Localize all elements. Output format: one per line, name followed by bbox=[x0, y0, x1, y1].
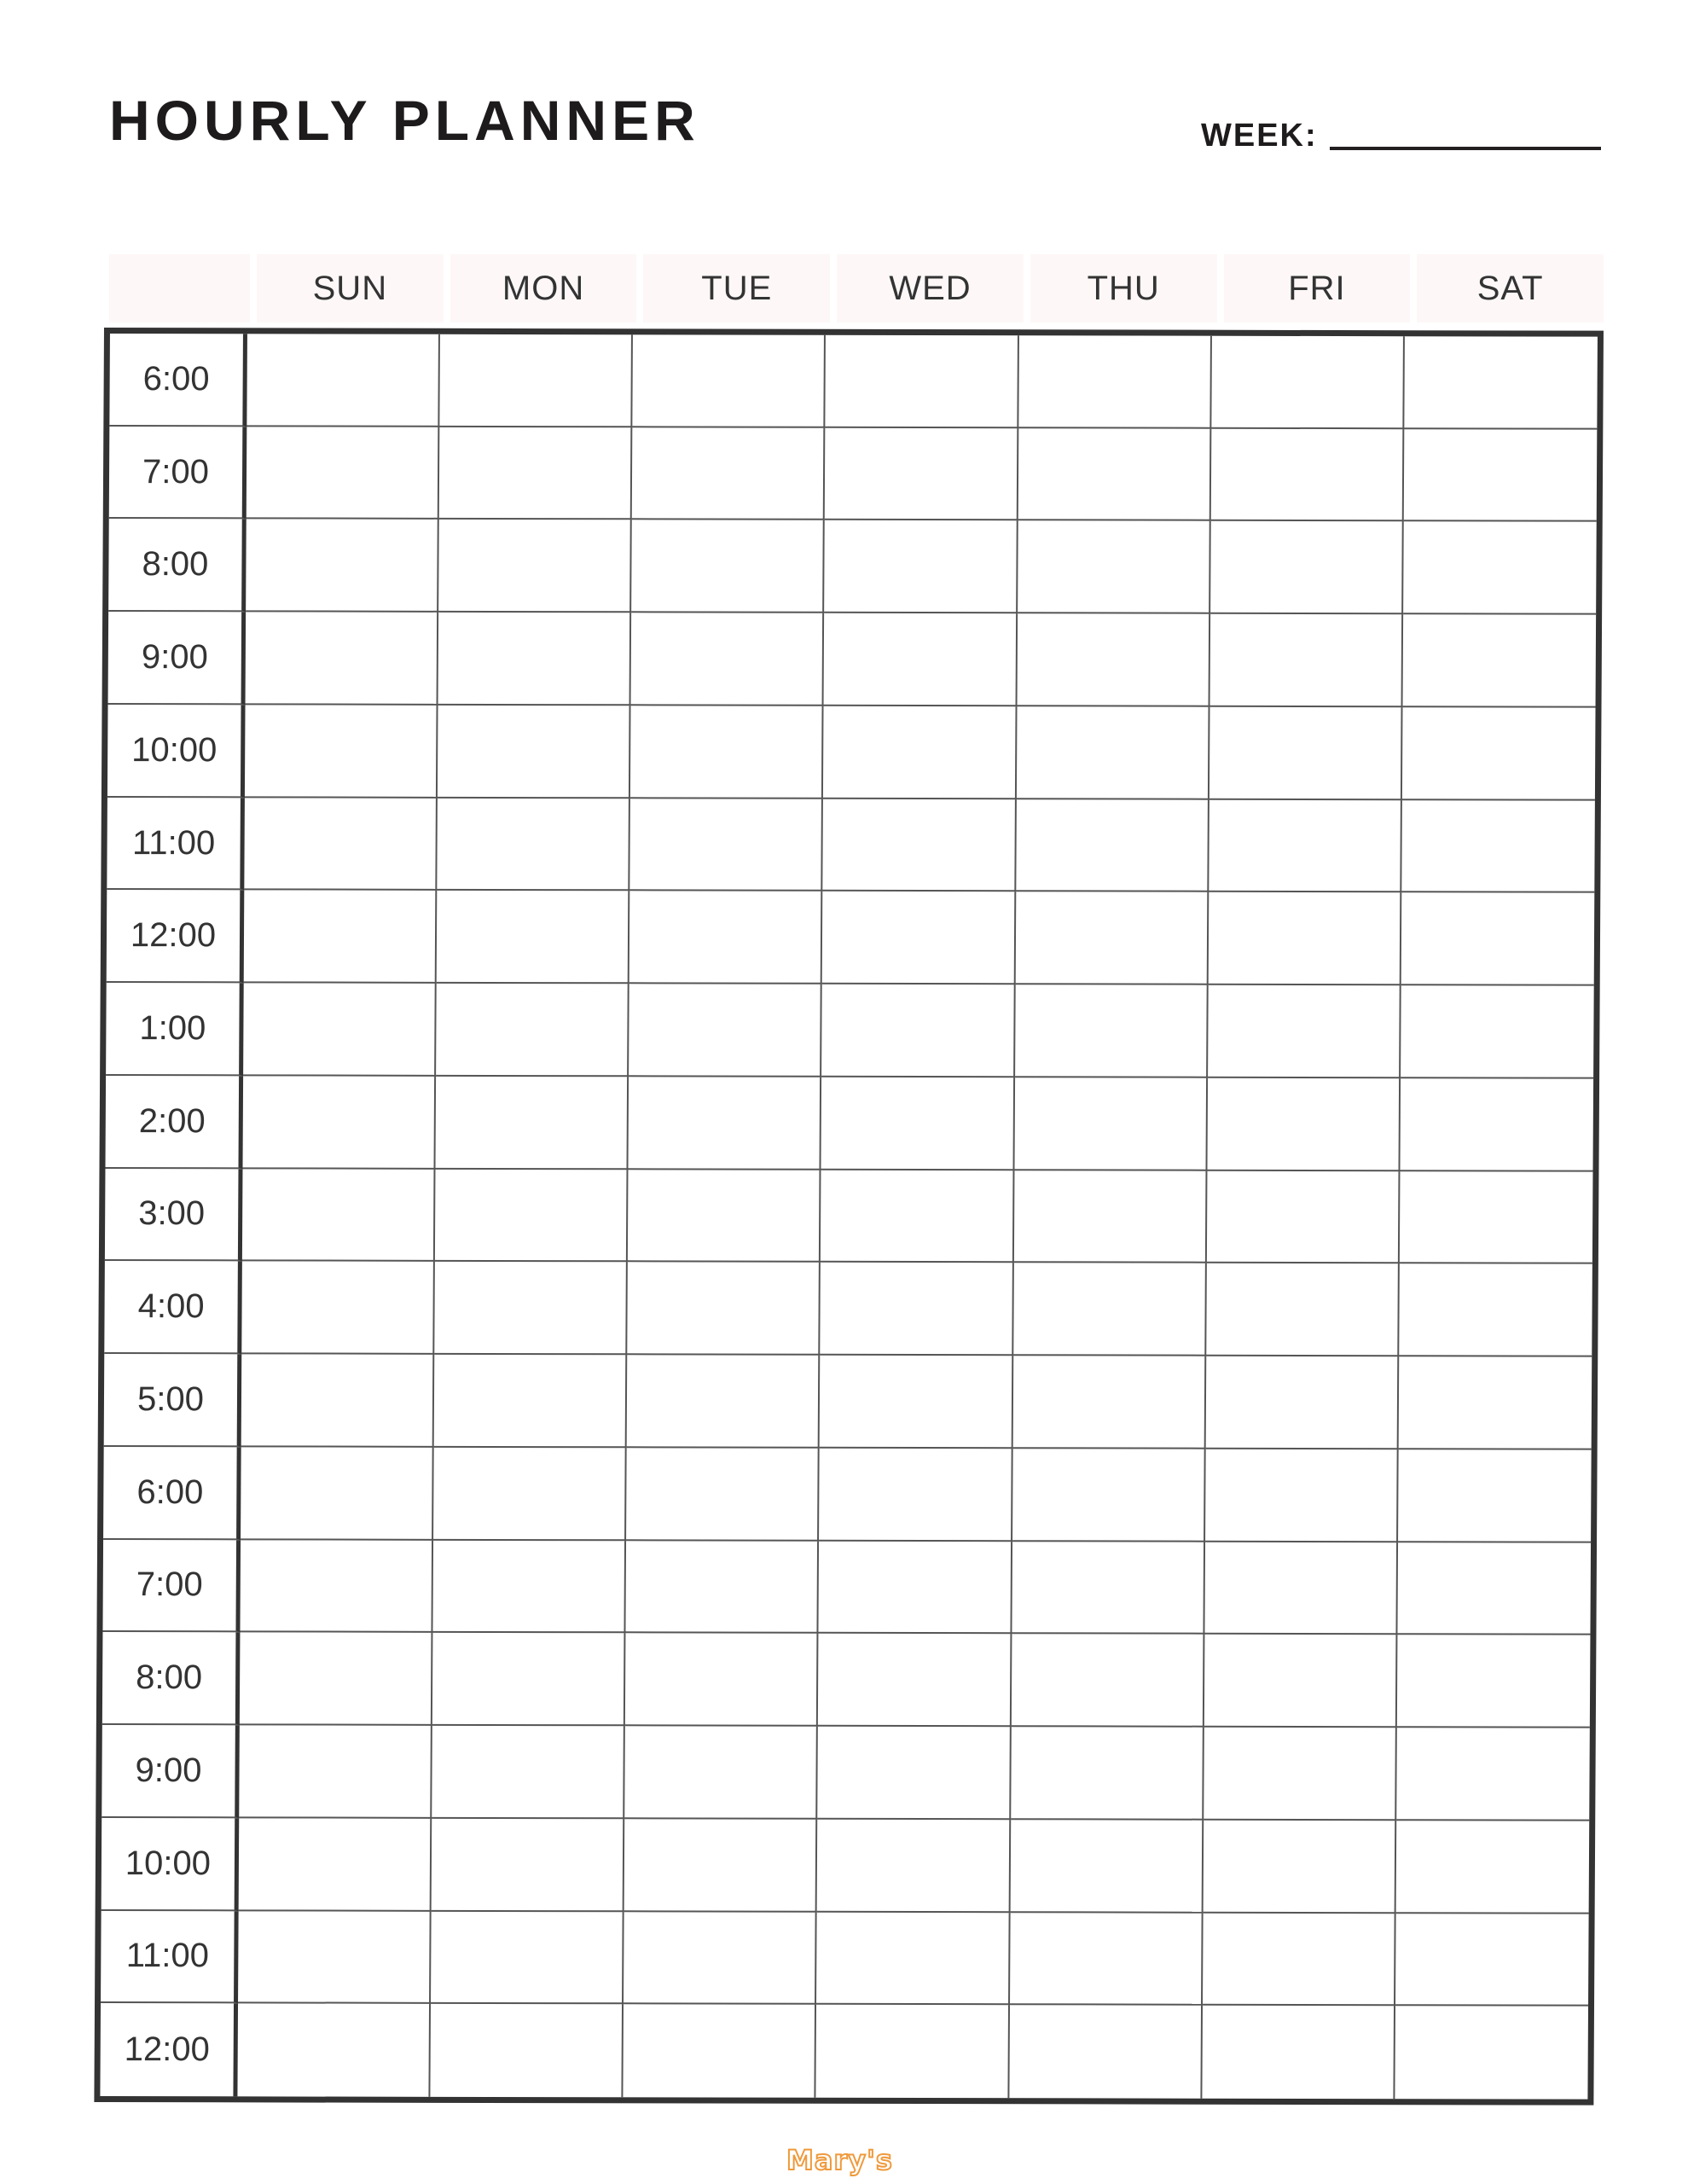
schedule-cell-sun[interactable] bbox=[238, 1911, 432, 2004]
time-label: 4:00 bbox=[104, 1261, 242, 1354]
schedule-cell-mon[interactable] bbox=[435, 1169, 629, 1262]
schedule-cell-thu[interactable] bbox=[1010, 1820, 1204, 1913]
schedule-cell-tue[interactable] bbox=[629, 1077, 822, 1170]
schedule-cell-fri[interactable] bbox=[1211, 336, 1405, 429]
time-label: 2:00 bbox=[105, 1076, 243, 1169]
schedule-cell-sun[interactable] bbox=[239, 1818, 432, 1911]
schedule-cell-fri[interactable] bbox=[1202, 2006, 1395, 2099]
schedule-cell-sun[interactable] bbox=[243, 984, 437, 1077]
schedule-cell-wed[interactable] bbox=[819, 1449, 1012, 1542]
schedule-cell-wed[interactable] bbox=[826, 335, 1019, 428]
schedule-cell-mon[interactable] bbox=[437, 798, 630, 891]
time-label: 9:00 bbox=[108, 612, 247, 705]
schedule-cell-sat[interactable] bbox=[1401, 893, 1595, 986]
day-header-sun: SUN bbox=[257, 254, 444, 322]
schedule-cell-wed[interactable] bbox=[819, 1541, 1012, 1634]
schedule-cell-tue[interactable] bbox=[625, 1726, 819, 1819]
schedule-cell-fri[interactable] bbox=[1205, 1449, 1399, 1542]
schedule-cell-tue[interactable] bbox=[628, 1170, 821, 1263]
brand-logo-subtext bbox=[774, 2175, 902, 2184]
schedule-cell-tue[interactable] bbox=[624, 1819, 818, 1912]
schedule-cell-sat[interactable] bbox=[1404, 336, 1598, 429]
schedule-cell-sun[interactable] bbox=[241, 1354, 435, 1447]
page-title: HOURLY PLANNER bbox=[109, 89, 700, 152]
schedule-cell-thu[interactable] bbox=[1011, 1727, 1204, 1820]
schedule-cell-sun[interactable] bbox=[246, 520, 439, 613]
schedule-cell-wed[interactable] bbox=[820, 1356, 1013, 1449]
schedule-cell-sat[interactable] bbox=[1397, 1635, 1591, 1728]
schedule-cell-wed[interactable] bbox=[816, 2005, 1010, 2098]
schedule-cell-thu[interactable] bbox=[1018, 335, 1212, 428]
schedule-cell-thu[interactable] bbox=[1013, 1170, 1207, 1263]
hourly-grid bbox=[94, 328, 1604, 2106]
schedule-cell-fri[interactable] bbox=[1206, 1263, 1400, 1356]
schedule-cell-mon[interactable] bbox=[436, 1077, 629, 1170]
schedule-cell-mon[interactable] bbox=[439, 427, 633, 520]
schedule-cell-fri[interactable] bbox=[1210, 428, 1404, 521]
time-label: 7:00 bbox=[109, 427, 247, 520]
schedule-cell-wed[interactable] bbox=[821, 1077, 1015, 1170]
schedule-cell-thu[interactable] bbox=[1017, 613, 1210, 706]
schedule-cell-mon[interactable] bbox=[437, 891, 630, 984]
schedule-cell-mon[interactable] bbox=[438, 613, 632, 706]
time-label: 1:00 bbox=[106, 983, 244, 1076]
schedule-cell-wed[interactable] bbox=[821, 1263, 1014, 1356]
schedule-cell-fri[interactable] bbox=[1205, 1356, 1399, 1449]
schedule-cell-wed[interactable] bbox=[825, 520, 1018, 613]
schedule-cell-thu[interactable] bbox=[1010, 1913, 1204, 2006]
time-label: 12:00 bbox=[107, 890, 245, 983]
schedule-cell-wed[interactable] bbox=[818, 1727, 1012, 1820]
schedule-cell-sat[interactable] bbox=[1397, 1542, 1591, 1635]
schedule-cell-sun[interactable] bbox=[237, 2004, 431, 2097]
schedule-cell-fri[interactable] bbox=[1210, 521, 1404, 614]
schedule-cell-sat[interactable] bbox=[1400, 1171, 1593, 1264]
schedule-cell-thu[interactable] bbox=[1015, 985, 1209, 1077]
schedule-cell-tue[interactable] bbox=[629, 892, 823, 985]
schedule-cell-sat[interactable] bbox=[1401, 985, 1594, 1078]
time-label: 10:00 bbox=[102, 1818, 240, 1911]
schedule-cell-fri[interactable] bbox=[1203, 1820, 1396, 1913]
time-label: 6:00 bbox=[103, 1447, 241, 1540]
schedule-cell-thu[interactable] bbox=[1012, 1542, 1205, 1635]
schedule-cell-sun[interactable] bbox=[242, 1169, 436, 1262]
schedule-cell-wed[interactable] bbox=[816, 1912, 1010, 2005]
schedule-cell-fri[interactable] bbox=[1209, 614, 1403, 707]
schedule-cell-thu[interactable] bbox=[1016, 799, 1209, 892]
schedule-cell-thu[interactable] bbox=[1018, 428, 1211, 521]
schedule-cell-tue[interactable] bbox=[627, 1355, 821, 1448]
schedule-cell-sat[interactable] bbox=[1395, 1914, 1589, 2007]
schedule-cell-mon[interactable] bbox=[432, 1633, 626, 1726]
schedule-cell-wed[interactable] bbox=[823, 799, 1017, 892]
week-field bbox=[1201, 119, 1601, 152]
week-input-line[interactable] bbox=[1330, 147, 1601, 150]
schedule-cell-sun[interactable] bbox=[242, 1076, 436, 1169]
day-header-wed: WED bbox=[837, 254, 1024, 322]
schedule-cell-thu[interactable] bbox=[1014, 1077, 1208, 1170]
week-label: WEEK: bbox=[1201, 118, 1318, 154]
schedule-cell-tue[interactable] bbox=[632, 427, 826, 520]
schedule-cell-thu[interactable] bbox=[1015, 892, 1209, 985]
schedule-cell-sat[interactable] bbox=[1402, 614, 1596, 707]
header-corner-cell bbox=[109, 254, 250, 322]
time-label: 10:00 bbox=[107, 705, 246, 798]
day-header-thu: THU bbox=[1030, 254, 1217, 322]
time-label: 5:00 bbox=[104, 1354, 242, 1447]
schedule-cell-tue[interactable] bbox=[629, 984, 822, 1077]
schedule-cell-mon[interactable] bbox=[433, 1448, 627, 1541]
day-header-sat: SAT bbox=[1417, 254, 1604, 322]
schedule-cell-mon[interactable] bbox=[432, 1819, 625, 1912]
schedule-cell-wed[interactable] bbox=[824, 613, 1018, 706]
time-label: 7:00 bbox=[102, 1540, 241, 1633]
schedule-cell-fri[interactable] bbox=[1207, 1170, 1401, 1263]
schedule-cell-sat[interactable] bbox=[1403, 522, 1597, 615]
schedule-cell-wed[interactable] bbox=[818, 1634, 1012, 1727]
schedule-cell-sun[interactable] bbox=[245, 705, 438, 798]
schedule-cell-sat[interactable] bbox=[1399, 1264, 1592, 1357]
time-label: 11:00 bbox=[101, 1911, 239, 2004]
schedule-cell-fri[interactable] bbox=[1209, 707, 1403, 800]
schedule-cell-fri[interactable] bbox=[1207, 1078, 1401, 1171]
schedule-cell-tue[interactable] bbox=[625, 1634, 819, 1727]
day-header-fri: FRI bbox=[1224, 254, 1411, 322]
schedule-cell-mon[interactable] bbox=[431, 1911, 624, 2004]
schedule-cell-fri[interactable] bbox=[1203, 1913, 1396, 2006]
schedule-cell-thu[interactable] bbox=[1013, 1263, 1207, 1356]
schedule-cell-wed[interactable] bbox=[822, 892, 1016, 985]
schedule-cell-thu[interactable] bbox=[1009, 2005, 1203, 2098]
time-label: 11:00 bbox=[107, 798, 245, 891]
schedule-cell-tue[interactable] bbox=[630, 799, 824, 892]
time-label: 3:00 bbox=[105, 1169, 243, 1262]
day-header-row bbox=[109, 254, 1604, 322]
schedule-cell-wed[interactable] bbox=[821, 1170, 1014, 1263]
day-header-tue: TUE bbox=[643, 254, 830, 322]
schedule-cell-wed[interactable] bbox=[825, 428, 1018, 521]
schedule-cell-mon[interactable] bbox=[432, 1726, 625, 1819]
schedule-cell-mon[interactable] bbox=[433, 1540, 627, 1633]
schedule-cell-tue[interactable] bbox=[633, 334, 827, 427]
schedule-cell-mon[interactable] bbox=[439, 334, 633, 427]
schedule-cell-sun[interactable] bbox=[241, 1447, 434, 1540]
schedule-cell-fri[interactable] bbox=[1208, 985, 1401, 1078]
schedule-cell-sun[interactable] bbox=[244, 891, 438, 984]
schedule-cell-thu[interactable] bbox=[1018, 521, 1211, 614]
schedule-cell-mon[interactable] bbox=[434, 1262, 628, 1355]
schedule-cell-thu[interactable] bbox=[1011, 1635, 1204, 1728]
schedule-cell-fri[interactable] bbox=[1204, 1728, 1397, 1821]
schedule-cell-thu[interactable] bbox=[1016, 706, 1209, 799]
schedule-cell-sun[interactable] bbox=[241, 1262, 435, 1355]
schedule-cell-sat[interactable] bbox=[1395, 2006, 1588, 2099]
schedule-cell-sat[interactable] bbox=[1402, 707, 1596, 800]
day-header-mon: MON bbox=[450, 254, 637, 322]
time-label: 8:00 bbox=[108, 519, 247, 612]
schedule-cell-thu[interactable] bbox=[1012, 1356, 1206, 1449]
schedule-cell-sat[interactable] bbox=[1400, 1078, 1593, 1171]
schedule-cell-mon[interactable] bbox=[436, 984, 629, 1077]
schedule-cell-tue[interactable] bbox=[630, 706, 824, 799]
schedule-cell-fri[interactable] bbox=[1208, 892, 1401, 985]
schedule-cell-sat[interactable] bbox=[1404, 429, 1598, 522]
schedule-cell-tue[interactable] bbox=[624, 2005, 817, 2098]
schedule-cell-sat[interactable] bbox=[1396, 1728, 1590, 1821]
schedule-cell-sat[interactable] bbox=[1398, 1449, 1592, 1542]
schedule-cell-tue[interactable] bbox=[624, 1912, 817, 2005]
schedule-cell-mon[interactable] bbox=[438, 520, 632, 613]
schedule-cell-sun[interactable] bbox=[240, 1633, 433, 1726]
schedule-cell-mon[interactable] bbox=[431, 2004, 624, 2097]
schedule-cell-thu[interactable] bbox=[1012, 1449, 1206, 1542]
schedule-cell-fri[interactable] bbox=[1209, 799, 1402, 892]
schedule-cell-tue[interactable] bbox=[631, 520, 825, 613]
schedule-cell-sun[interactable] bbox=[239, 1725, 432, 1818]
schedule-cell-sat[interactable] bbox=[1399, 1356, 1592, 1449]
schedule-cell-tue[interactable] bbox=[626, 1448, 820, 1541]
schedule-cell-sun[interactable] bbox=[240, 1540, 433, 1633]
time-label: 9:00 bbox=[102, 1725, 240, 1818]
time-label: 8:00 bbox=[102, 1632, 241, 1725]
time-label: 6:00 bbox=[109, 334, 247, 427]
schedule-cell-fri[interactable] bbox=[1204, 1635, 1398, 1728]
brand-logo: Mary's bbox=[786, 2144, 893, 2176]
schedule-cell-tue[interactable] bbox=[628, 1263, 821, 1356]
schedule-cell-wed[interactable] bbox=[822, 985, 1016, 1077]
schedule-cell-mon[interactable] bbox=[438, 706, 631, 799]
schedule-cell-wed[interactable] bbox=[823, 706, 1017, 799]
time-label: 12:00 bbox=[100, 2003, 238, 2096]
schedule-cell-sat[interactable] bbox=[1401, 800, 1595, 893]
schedule-cell-sat[interactable] bbox=[1395, 1821, 1589, 1914]
schedule-cell-sun[interactable] bbox=[246, 613, 439, 706]
schedule-cell-mon[interactable] bbox=[434, 1355, 628, 1448]
schedule-cell-sun[interactable] bbox=[247, 427, 440, 520]
schedule-cell-tue[interactable] bbox=[631, 613, 825, 706]
schedule-cell-wed[interactable] bbox=[817, 1820, 1011, 1913]
schedule-cell-fri[interactable] bbox=[1204, 1542, 1398, 1635]
schedule-cell-tue[interactable] bbox=[626, 1541, 820, 1634]
schedule-cell-sun[interactable] bbox=[244, 798, 438, 891]
schedule-cell-sun[interactable] bbox=[247, 334, 440, 427]
